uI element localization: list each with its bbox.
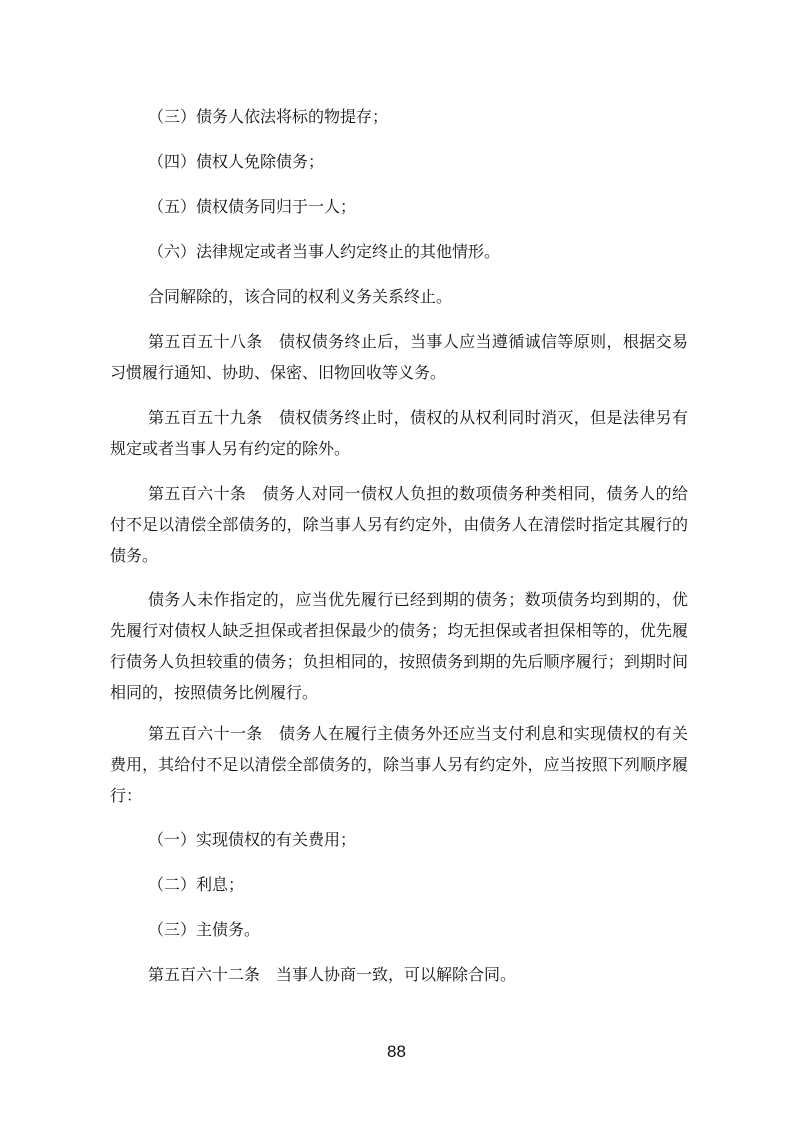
paragraph-item-6: （六）法律规定或者当事人约定终止的其他情形。 bbox=[148, 242, 501, 261]
article-562: 第五百六十二条 当事人协商一致，可以解除合同。 bbox=[148, 965, 517, 984]
page-number: 88 bbox=[387, 1042, 406, 1061]
paragraph-item-4: （四）债权人免除债务； bbox=[148, 152, 325, 171]
article-560-supplement: 债务人未作指定的，应当优先履行已经到期的债务；数项债务均到期的，优先履行对债权人缺乏担保或者担保最少的债务；均无担保或者担保相等的，优先履行债务人负担较重的债务；负担相同的，按照债务到期的先后顺序履行；到期时间相同的，按照债务比例履行。 bbox=[110, 590, 688, 702]
paragraph-contract-termination: 合同解除的，该合同的权利义务关系终止。 bbox=[148, 287, 453, 306]
article-558: 第五百五十八条 债权债务终止后，当事人应当遵循诚信等原则，根据交易习惯履行通知、协助、保密、旧物回收等义务。 bbox=[110, 332, 688, 382]
article-561-item-1: （一）实现债权的有关费用； bbox=[148, 830, 357, 849]
paragraph-item-3: （三）债务人依法将标的物提存； bbox=[148, 107, 389, 126]
article-560: 第五百六十条 债务人对同一债权人负担的数项债务种类相同，债务人的给付不足以清偿全部债务的，除当事人另有约定外，由债务人在清偿时指定其履行的债务。 bbox=[110, 484, 688, 565]
article-561-item-3: （三）主债务。 bbox=[148, 920, 261, 939]
article-561-item-2: （二）利息； bbox=[148, 875, 245, 894]
article-559: 第五百五十九条 债权债务终止时，债权的从权利同时消灭，但是法律另有规定或者当事人另有约定的除外。 bbox=[110, 408, 688, 458]
article-561: 第五百六十一条 债务人在履行主债务外还应当支付利息和实现债权的有关费用，其给付不足以清偿全部债务的，除当事人另有约定外，应当按照下列顺序履行： bbox=[110, 724, 688, 805]
paragraph-item-5: （五）债权债务同归于一人； bbox=[148, 197, 357, 216]
